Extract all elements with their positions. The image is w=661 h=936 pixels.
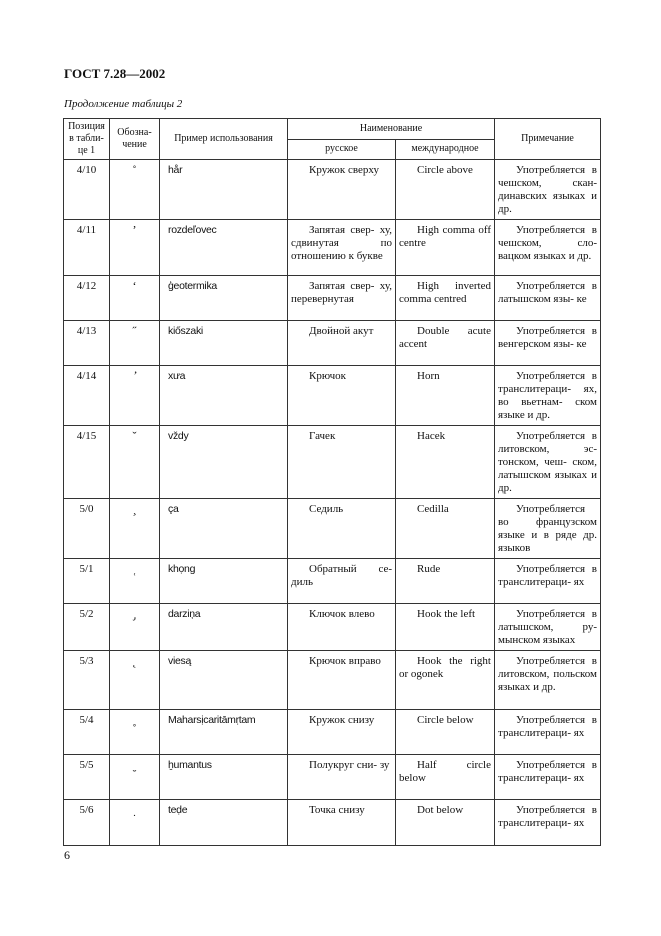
cell-mark: ˛ [110, 651, 160, 710]
col-header-example: Пример использования [160, 119, 288, 160]
cell-international: Half circle below [396, 755, 495, 800]
diacritics-table [63, 118, 601, 846]
cell-example: xưa [160, 366, 288, 426]
cell-note: Употребляется в транслитераци- ях, во вьетнам- ском языке и др. [495, 366, 601, 426]
cell-international: Hacek [396, 426, 495, 499]
cell-mark [110, 559, 160, 604]
cell-example: vždy [160, 426, 288, 499]
cell-international: Horn [396, 366, 495, 426]
table-row [64, 321, 601, 366]
cell-international: Circle below [396, 710, 495, 755]
table-row [64, 800, 601, 846]
cell-international: Cedilla [396, 499, 495, 559]
table-row [64, 366, 601, 426]
table-row [64, 160, 601, 220]
cell-international: Hook the left [396, 604, 495, 651]
cell-russian: Запятая свер- ху, перевернутая [288, 276, 396, 321]
cell-international: Hook the right or ogonek [396, 651, 495, 710]
cell-russian: Крючок вправо [288, 651, 396, 710]
cell-position: 5/4 [64, 710, 110, 755]
cell-note: Употребляется в венгерском язы- ке [495, 321, 601, 366]
col-header-russian: русское [288, 139, 396, 160]
cell-position: 5/3 [64, 651, 110, 710]
table-row [64, 499, 601, 559]
cell-position: 4/12 [64, 276, 110, 321]
cell-russian: Запятая свер- ху, сдвинутая по отношению к букве [288, 220, 396, 276]
cell-note: Употребляется в латышском, ру- мынском языках [495, 604, 601, 651]
cell-note: Употребляется во французском языке и в ряде др. языков [495, 499, 601, 559]
cell-example: viesą [160, 651, 288, 710]
cell-example: ģeotermika [160, 276, 288, 321]
cell-mark: ʻ [110, 276, 160, 321]
cell-international: Double acute accent [396, 321, 495, 366]
cell-position: 4/10 [64, 160, 110, 220]
cell-note: Употребляется в транслитераци- ях [495, 710, 601, 755]
cell-mark: ˝ [110, 321, 160, 366]
table-row [64, 710, 601, 755]
table-caption: Продолжение таблицы 2 [64, 98, 183, 110]
cell-russian: Точка снизу [288, 800, 396, 846]
cell-mark: ˇ [110, 426, 160, 499]
col-header-note: Примечание [495, 119, 601, 160]
cell-russian: Двойной акут [288, 321, 396, 366]
cell-international: Rude [396, 559, 495, 604]
cell-position: 4/13 [64, 321, 110, 366]
cell-mark [110, 800, 160, 846]
cell-note: Употребляется в чешском, сло- вацком языках и др. [495, 220, 601, 276]
table-row [64, 651, 601, 710]
cell-position: 5/1 [64, 559, 110, 604]
cell-international: High inverted comma centred [396, 276, 495, 321]
cell-example: khọng [160, 559, 288, 604]
cell-position: 5/6 [64, 800, 110, 846]
cell-russian: Седиль [288, 499, 396, 559]
table-row [64, 426, 601, 499]
cell-example: Maharsịcaritāmṛtam [160, 710, 288, 755]
cell-russian: Полукруг сни- зу [288, 755, 396, 800]
cell-international: High comma off centre [396, 220, 495, 276]
col-header-name-group: Наименование [288, 119, 495, 140]
cell-position: 5/0 [64, 499, 110, 559]
cell-note: Употребляется в литовском, польском языках и др. [495, 651, 601, 710]
cell-russian: Обратный се- диль [288, 559, 396, 604]
cell-mark: ˳ [110, 710, 160, 755]
cell-position: 5/5 [64, 755, 110, 800]
cell-position: 4/11 [64, 220, 110, 276]
cell-russian: Гачек [288, 426, 396, 499]
table-row [64, 220, 601, 276]
table-row [64, 559, 601, 604]
cell-russian: Кружок снизу [288, 710, 396, 755]
cell-mark [110, 366, 160, 426]
cell-note: Употребляется в литовском, эс- тонском, чеш- ском, латышском языках и др. [495, 426, 601, 499]
table-row [64, 604, 601, 651]
cell-position: 4/15 [64, 426, 110, 499]
cell-international: Dot below [396, 800, 495, 846]
cell-russian: Кружок сверху [288, 160, 396, 220]
cell-mark: ʼ [110, 220, 160, 276]
cell-note: Употребляется в транслитераци- ях [495, 800, 601, 846]
document-title: ГОСТ 7.28—2002 [64, 66, 166, 81]
cell-mark [110, 755, 160, 800]
cell-example: kiőszaki [160, 321, 288, 366]
cell-russian: Крючок [288, 366, 396, 426]
cell-example: hår [160, 160, 288, 220]
table-header-row [64, 119, 601, 140]
cell-mark [110, 604, 160, 651]
cell-mark: ˚ [110, 160, 160, 220]
cell-note: Употребляется в транслитераци- ях [495, 559, 601, 604]
col-header-international: международное [396, 139, 495, 160]
cell-example: darziņa [160, 604, 288, 651]
cell-example: teḍe [160, 800, 288, 846]
cell-international: Circle above [396, 160, 495, 220]
cell-example: rozdeľovec [160, 220, 288, 276]
table-row [64, 276, 601, 321]
page-number: 6 [64, 848, 70, 862]
table-row [64, 755, 601, 800]
cell-example: ḫumantus [160, 755, 288, 800]
cell-russian: Ключок влево [288, 604, 396, 651]
cell-note: Употребляется в латышском язы- ке [495, 276, 601, 321]
cell-example: ça [160, 499, 288, 559]
cell-mark: ¸ [110, 499, 160, 559]
cell-note: Употребляется в чешском, скан- динавских языках и др. [495, 160, 601, 220]
cell-position: 4/14 [64, 366, 110, 426]
col-header-position: Позиция в табли- це 1 [64, 119, 110, 160]
cell-position: 5/2 [64, 604, 110, 651]
col-header-mark: Обозна- чение [110, 119, 160, 160]
cell-note: Употребляется в транслитераци- ях [495, 755, 601, 800]
